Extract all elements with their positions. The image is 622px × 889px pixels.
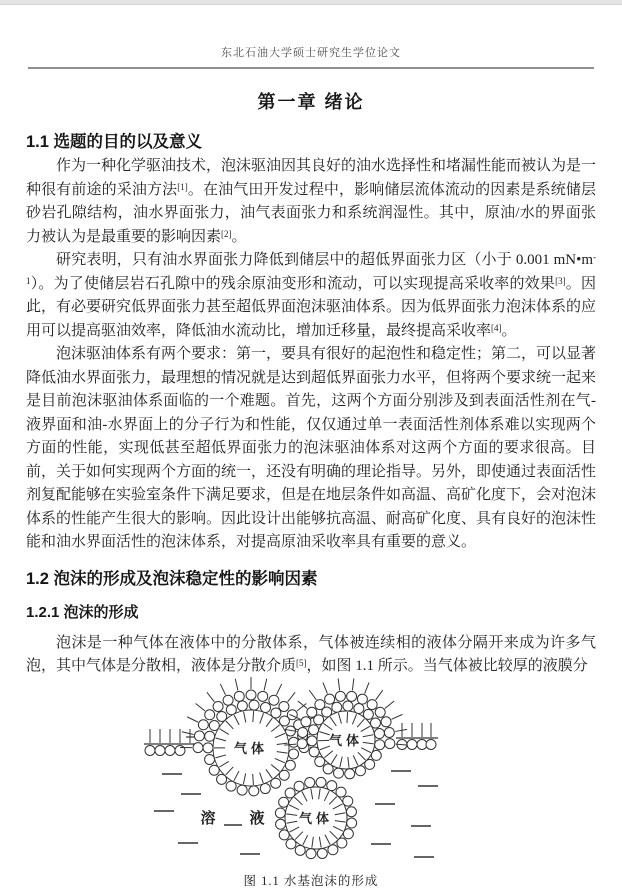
svg-text:气体: 气体 <box>299 811 333 826</box>
svg-text:液: 液 <box>249 809 264 827</box>
svg-text:溶: 溶 <box>200 809 215 827</box>
paragraph-3: 泡沫驱油体系有两个要求：第一，要具有很好的起泡性和稳定性；第二，可以显著降低油水界面张力，最理想的情况就是达到超低界面张力水平，但将两个要求统一起来是目前泡沫驱油体系面临的一个难题。首先，这两个方面分别涉及到表面活性剂在气-液界面和油-水界面上的分子行为和性能，仅仅通过单一表面活性剂体系难以实现两个方面的性能，实现低甚至超低界面张力的泡沫驱油体系对这两个方面的要求很高。目前，关于如何实现两个方面的统一，还没有明确的理论指导。另外，即使通过表面活性剂复配能够在实验室条件下满足要求，但是在地层条件如高温、高矿化度下，会对泡沫体系的性能产生很大的影响。因此设计出能够抗高温、耐高矿化度、具有良好的泡沫性能和油水界面活性的泡沫体系，对提高原油采收率具有重要的意义。 <box>26 343 596 555</box>
svg-text:气体: 气体 <box>234 741 268 756</box>
header-rule <box>28 67 594 69</box>
section-1-1-title: 1.1 选题的目的以及意义 <box>26 131 622 153</box>
paragraph-2: 研究表明，只有油水界面张力降低到储层中的超低界面张力区（小于 0.001 $mN•m^{-1}$）。为了使储层岩石孔隙中的残余原油变形和流动，可以实现提高采收率的效果[3]。因此，有必要研究低界面张力甚至超低界面泡沫驱油体系。因为低界面张力泡沫体系的应用可以提高驱油效率，降低油水流动比，增加迁移量，最终提高采收率[4]。 <box>26 249 596 343</box>
figure-caption: 图 1.1 水基泡沫的形成 <box>0 874 622 889</box>
svg-text:气体: 气体 <box>329 733 363 748</box>
foam-diagram-wrapper <box>118 671 518 876</box>
paragraph-4: 泡沫是一种气体在液体中的分散体系，气体被连续相的液体分隔开来成为许多气泡，其中气体是分散相，液体是分散介质[5]，如图 1.1 所示。当气体被比较厚的液膜分 <box>26 632 596 679</box>
paragraph-1: 作为一种化学驱油技术，泡沫驱油因其良好的油水选择性和堵漏性能而被认为是一种很有前途的采油方法[1]。在油气田开发过程中，影响储层流体流动的因素是系统储层砂岩孔隙结构，油水界面张力，油气表面张力和系统润湿性。其中，原油/水的界面张力被认为是最重要的影响因素[2]。 <box>26 155 596 249</box>
running-header: 东北石油大学硕士研究生学位论文 <box>0 46 622 60</box>
foam-diagram-svg <box>118 671 518 871</box>
section-1-2-1-title: 1.2.1 泡沫的形成 <box>26 603 622 623</box>
figure-1-1 <box>0 671 622 889</box>
chapter-title: 第一章 绪论 <box>0 90 622 114</box>
scan-top-strip <box>0 0 622 5</box>
section-1-2-title: 1.2 泡沫的形成及泡沫稳定性的影响因素 <box>26 568 622 590</box>
